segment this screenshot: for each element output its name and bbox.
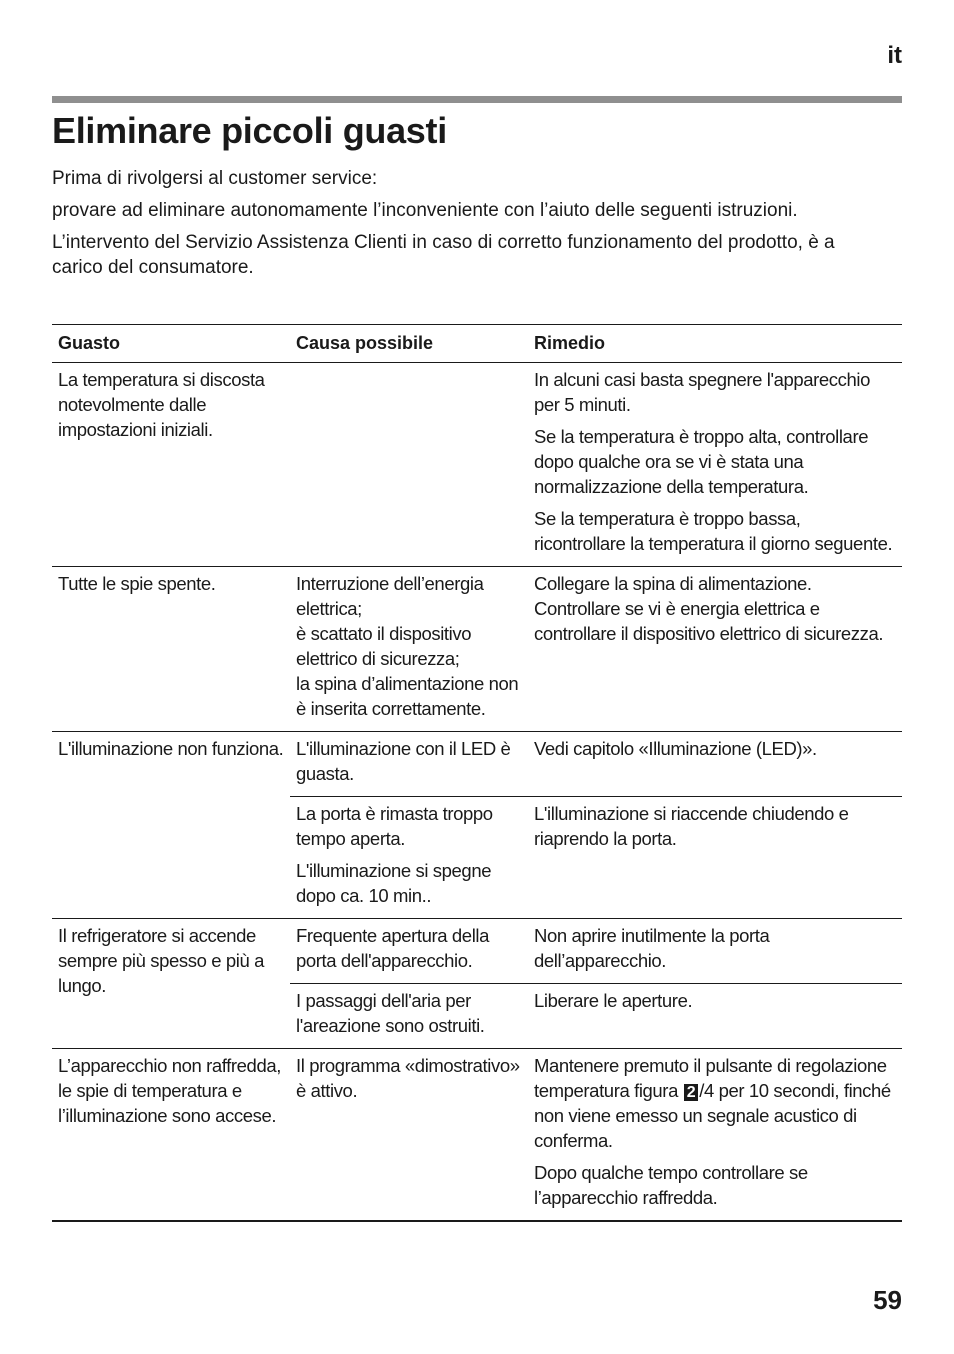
table-row [52, 1049, 902, 1220]
table-row [52, 363, 902, 567]
sub-row [290, 732, 902, 796]
fault-cell: Il refrigeratore si accende sempre più spesso e più a lungo. [58, 925, 264, 996]
remedy-cell [528, 1049, 902, 1220]
fault-cell: Tutte le spie spente. [58, 573, 216, 594]
table-row [52, 732, 902, 919]
page-title: Eliminare piccoli guasti [52, 110, 447, 151]
table-row [52, 567, 902, 732]
remedy-paragraph: Se la temperatura è troppo bassa, ricontrollare la temperatura il giorno seguente. [534, 508, 893, 554]
intro-paragraph: provare ad eliminare autonomamente l’inconveniente con l’aiuto delle seguenti istruzioni. [52, 200, 798, 221]
remedy-cell: Liberare le aperture. [534, 990, 693, 1011]
fault-cell: La temperatura si discosta notevolmente dalle impostazioni iniziali. [58, 369, 265, 440]
table-header [52, 325, 902, 363]
remedy-cell: L'illuminazione si riaccende chiudendo e riaprendo la porta. [534, 803, 849, 849]
troubleshooting-table [52, 324, 902, 1222]
cause-cell: Interruzione dell’energia elettrica; è scattato il dispositivo elettrico di sicurezza; la spina d’alimentazione non è inserita correttamente. [296, 573, 519, 719]
remedy-paragraph: In alcuni casi basta spegnere l'apparecchio per 5 minuti. [534, 369, 870, 415]
remedy-cell: Non aprire inutilmente la porta dell’apparecchio. [534, 925, 770, 971]
cause-cell [290, 363, 528, 566]
remedy-paragraph: Dopo qualche tempo controllare se l’apparecchio raffredda. [534, 1162, 808, 1208]
cause-cell [290, 797, 528, 918]
page-number: 59 [873, 1285, 902, 1315]
header-rule [52, 96, 902, 103]
header-cause: Causa possibile [296, 333, 434, 353]
cause-paragraph: La porta è rimasta troppo tempo aperta. [296, 803, 493, 849]
cause-cell: I passaggi dell'aria per l'areazione sono ostruiti. [296, 990, 485, 1036]
remedy-cell: Collegare la spina di alimentazione. Controllare se vi è energia elettrica e controllare il dispositivo elettrico di sicurezza. [534, 573, 884, 644]
fault-cell: L’apparecchio non raffredda, le spie di temperatura e l’illuminazione sono accese. [58, 1055, 281, 1126]
cause-cell: Frequente apertura della porta dell'apparecchio. [296, 925, 490, 971]
remedy-cell: Vedi capitolo «Illuminazione (LED)». [534, 738, 817, 759]
intro-paragraph: Prima di rivolgersi al customer service: [52, 168, 378, 189]
language-tag: it [887, 42, 902, 69]
table-row [52, 919, 902, 1049]
sub-row [290, 796, 902, 918]
remedy-text: Mantenere premuto il pulsante di regolazione temperatura figura [534, 1055, 887, 1101]
cause-paragraph: L'illuminazione si spegne dopo ca. 10 min.. [296, 860, 492, 906]
header-remedy: Rimedio [534, 333, 606, 353]
sub-row [290, 983, 902, 1048]
header-fault: Guasto [58, 333, 121, 353]
remedy-cell [528, 363, 902, 566]
fault-cell: L'illuminazione non funziona. [58, 738, 284, 759]
cause-cell: Il programma «dimostrativo» è attivo. [296, 1055, 520, 1101]
remedy-text: /4 per 10 secondi, finché non viene emesso un segnale acustico di conferma. [534, 1080, 891, 1151]
intro-text [52, 166, 852, 287]
remedy-paragraph [534, 1053, 896, 1153]
intro-paragraph: L’intervento del Servizio Assistenza Clienti in caso di corretto funzionamento del prodotto, è a carico del consumatore. [52, 232, 835, 278]
sub-row [290, 919, 902, 983]
remedy-paragraph: Se la temperatura è troppo alta, controllare dopo qualche ora se vi è stata una normalizzazione della temperatura. [534, 426, 869, 497]
cause-cell: L'illuminazione con il LED è guasta. [296, 738, 511, 784]
figure-reference-badge: 2 [684, 1084, 699, 1101]
